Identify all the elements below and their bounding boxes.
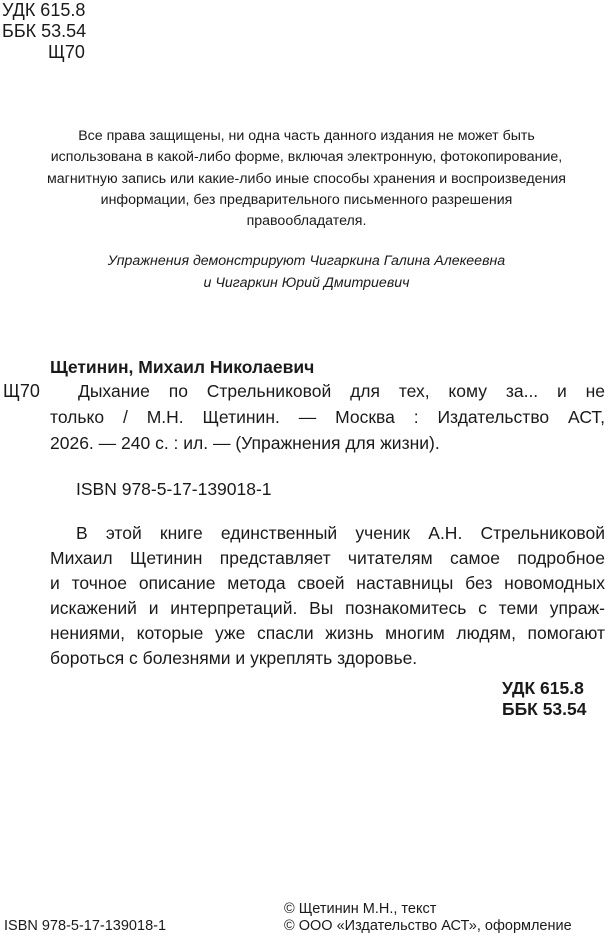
annotation-line: В этой книге единственный ученик А.Н. Стрельниковой <box>76 523 605 543</box>
bbk-code-bottom: ББК 53.54 <box>502 699 587 719</box>
rights-line: информации, без предварительного письменного разрешения <box>100 191 513 208</box>
rights-line: магнитную запись или какие-либо иные способы хранения и воспроизведения <box>47 170 566 187</box>
rights-line: Все права защищены, ни одна часть данного издания не может быть <box>78 128 535 144</box>
annotation-line: нениями, которые уже спасли жизнь многим людям, помогают <box>50 623 605 643</box>
footer-isbn: ISBN 978-5-17-139018-1 <box>4 918 167 934</box>
bibliographic-line: Дыхание по Стрельниковой для тех, кому за... и не <box>78 381 605 401</box>
rights-line: правообладателя. <box>246 213 367 230</box>
exercises-credit <box>0 250 613 294</box>
annotation-line: и точное описание метода своей наставницы без новомодных <box>50 573 605 593</box>
isbn-record: ISBN 978-5-17-139018-1 <box>76 479 272 499</box>
author-cipher: Щ70 <box>3 381 40 401</box>
author-name: Щетинин, Михаил Николаевич <box>50 357 315 377</box>
udk-code-bottom: УДК 615.8 <box>502 678 584 698</box>
credit-line: Упражнения демонстрируют Чигаркина Галина Алекеевна <box>107 253 506 269</box>
annotation-line: Михаил Щетинин представляет читателям самое подробное <box>50 548 605 568</box>
credit-line: и Чигаркин Юрий Дмитриевич <box>203 275 410 291</box>
rights-notice <box>0 126 613 232</box>
annotation-line: искажений и интерпретаций. Вы познакомитесь с теми упраж- <box>50 598 605 618</box>
bbk-code-top: ББК 53.54 <box>2 21 87 41</box>
copyright-publisher: © ООО «Издательство АСТ», оформление <box>284 918 572 934</box>
copyright-author: © Щетинин М.Н., текст <box>284 901 437 917</box>
bibliographic-line: только / М.Н. Щетинин. — Москва : Издательство АСТ, <box>50 407 605 427</box>
author-cipher-top: Щ70 <box>48 42 85 62</box>
rights-line: использована в какой-либо форме, включая электронную, фотокопирование, <box>50 149 563 166</box>
udk-code-top: УДК 615.8 <box>2 0 86 20</box>
bibliographic-line: 2026. — 240 с. : ил. — (Упражнения для жизни). <box>50 433 440 453</box>
annotation-line: бороться с болезнями и укреплять здоровье. <box>50 648 418 668</box>
